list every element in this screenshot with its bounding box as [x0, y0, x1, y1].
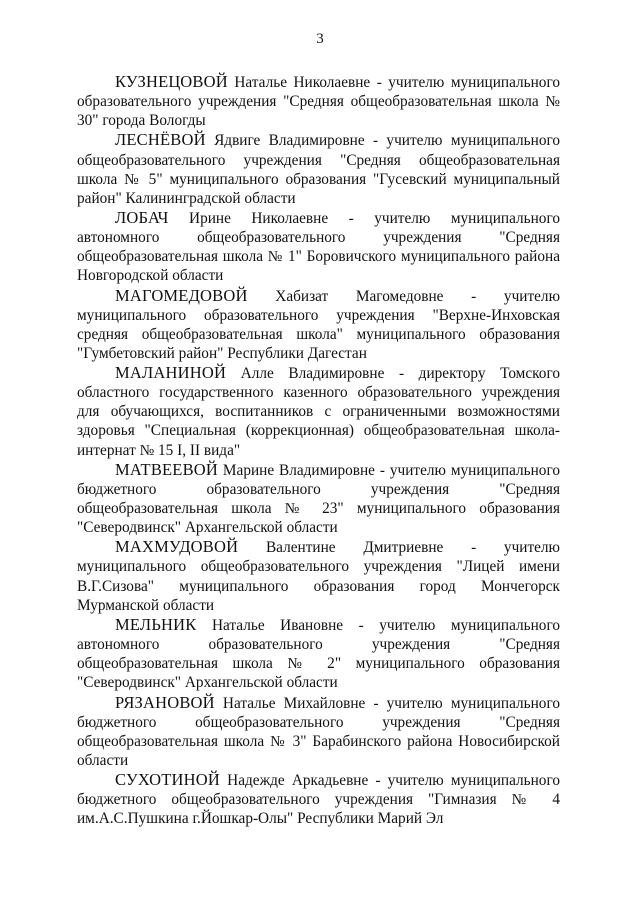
recipient-details: Валентине Дмитриевне - учителю муниципального общеобразовательного учреждения "Лицей имени В.Г.Сизова" муниципального образования город Мончегорск Мурманской области [77, 539, 560, 614]
recipient-surname: СУХОТИНОЙ [115, 770, 221, 790]
recipient-surname: МАТВЕЕВОЙ [115, 459, 219, 479]
recipient-details: Ирине Николаевне - учителю муниципального автономного общеобразовательного учреждения "Средняя общеобразовательная школа № 1" Боровичского муниципального района Новгородской области [77, 210, 560, 285]
recipient-entry [77, 363, 560, 459]
page-number: 3 [316, 31, 324, 47]
recipient-surname: ЛЕСНЁВОЙ [115, 130, 206, 150]
recipient-surname: МЕЛЬНИК [115, 614, 197, 634]
recipient-surname: МАГОМЕДОВОЙ [115, 285, 248, 305]
recipient-entry [77, 615, 560, 692]
recipient-details: Наталье Николаевне - учителю муниципального образовательного учреждения "Средняя общеобразовательная школа № 30" города Вологды [77, 74, 560, 130]
recipient-entry [77, 770, 560, 828]
recipient-surname: РЯЗАНОВОЙ [115, 692, 215, 712]
recipient-surname: МАХМУДОВОЙ [115, 537, 239, 557]
recipient-entry [77, 72, 560, 130]
recipient-surname: КУЗНЕЦОВОЙ [115, 72, 228, 91]
recipient-entry [77, 693, 560, 770]
recipient-entry [77, 537, 560, 614]
recipient-entry [77, 208, 560, 285]
recipient-entry [77, 130, 560, 207]
award-recipient-list [77, 72, 560, 829]
recipient-details: Марине Владимировне - учителю муниципального бюджетного образовательного учреждения "Средняя общеобразовательная школа № 23" муниципального образования "Северодвинск" Архангельской области [77, 461, 560, 537]
recipient-entry [77, 460, 560, 537]
recipient-details: Надежде Аркадьевне - учителю муниципального бюджетного общеобразовательного учреждения "Гимназия № 4 им.А.С.Пушкина г.Йошкар-Олы" Республики Марий Эл [77, 772, 560, 828]
recipient-details: Хабизат Магомедовне - учителю муниципального образовательного учреждения "Верхне-Инховская средняя общеобразовательная школа" муниципального образования "Гумбетовский район" Республики Дагестан [77, 287, 560, 362]
recipient-details: Наталье Ивановне - учителю муниципального автономного образовательного учреждения "Средняя общеобразовательная школа № 2" муниципального образования "Северодвинск" Архангельской области [77, 616, 560, 692]
recipient-surname: ЛОБАЧ [115, 208, 169, 228]
recipient-details: Алле Владимировне - директору Томского областного государственного казенного образовательного учреждения для обучающихся, воспитанников с ограниченными возможностями здоровья "Специальная (коррекционная) общеобразовательная школа-интернат № 15 I, II вида" [77, 365, 560, 459]
recipient-surname: МАЛАНИНОЙ [115, 363, 227, 383]
recipient-entry [77, 286, 560, 363]
recipient-details: Ядвиге Владимировне - учителю муниципального общеобразовательного учреждения "Средняя общеобразовательная школа № 5" муниципального образования "Гусевский муниципальный район" Калининградской области [77, 132, 561, 207]
recipient-details: Наталье Михайловне - учителю муниципального бюджетного общеобразовательного учреждения "Средняя общеобразовательная школа № 3" Барабинского района Новосибирской области [77, 694, 560, 769]
